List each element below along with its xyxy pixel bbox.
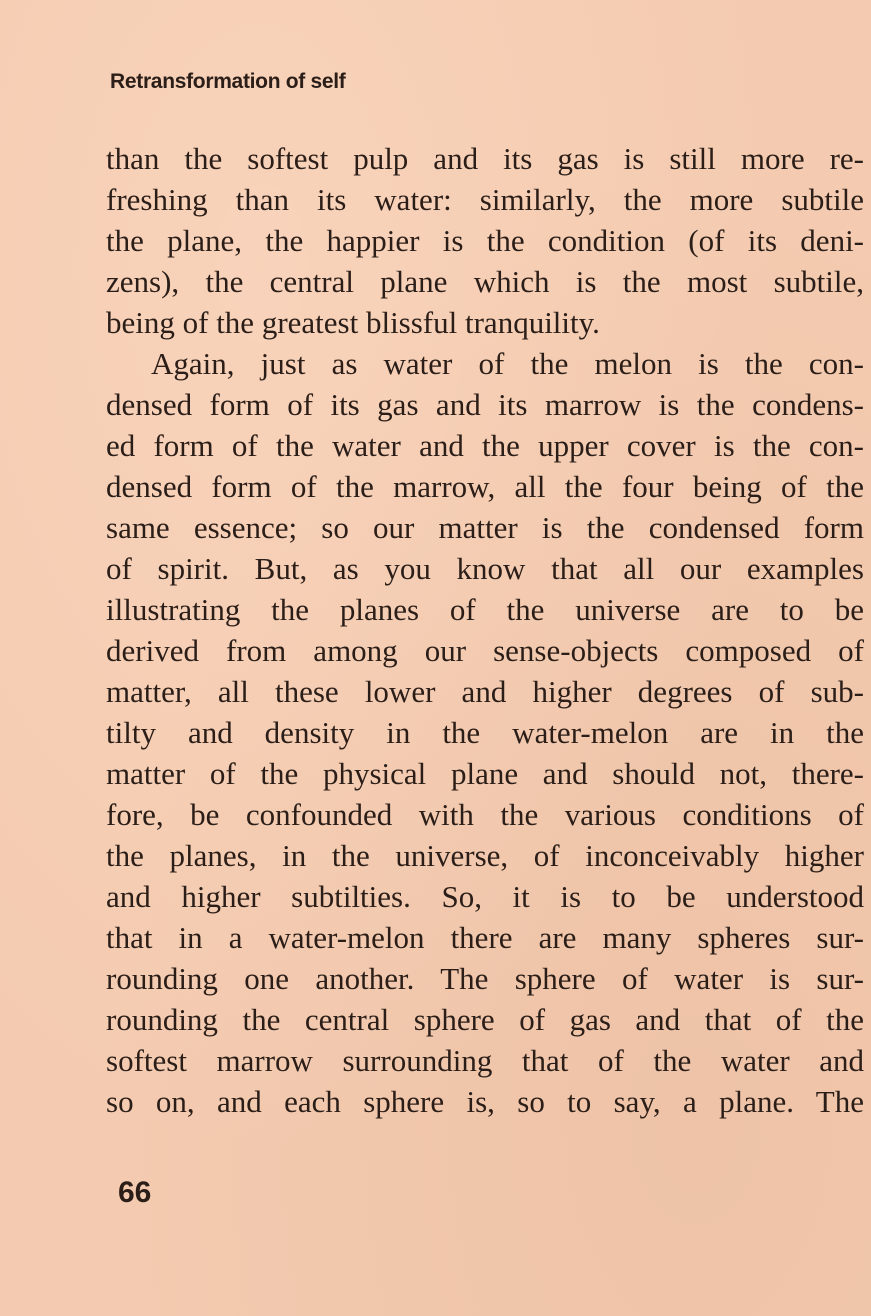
text-line: freshing than its water: similarly, the more subtile (106, 182, 864, 217)
text-line: fore, be confounded with the various conditions of (106, 797, 864, 832)
text-line: of spirit. But, as you know that all our examples (106, 551, 864, 586)
text-line: being of the greatest blissful tranquility. (106, 305, 600, 340)
page-number: 66 (118, 1176, 152, 1209)
text-line: that in a water-melon there are many spheres sur- (106, 920, 864, 955)
body-text (106, 138, 864, 1122)
text-line: ed form of the water and the upper cover is the con- (106, 428, 864, 463)
text-line: densed form of its gas and its marrow is the condens- (106, 387, 864, 422)
text-line: softest marrow surrounding that of the water and (106, 1043, 864, 1078)
text-line: rounding the central sphere of gas and that of the (106, 1002, 864, 1037)
text-line: the planes, in the universe, of inconceivably higher (106, 838, 864, 873)
text-line: densed form of the marrow, all the four being of the (106, 469, 864, 504)
text-line: matter, all these lower and higher degrees of sub- (106, 674, 864, 709)
text-line: zens), the central plane which is the most subtile, (106, 264, 864, 299)
text-line: than the softest pulp and its gas is still more re- (106, 141, 864, 176)
text-line: derived from among our sense-objects composed of (106, 633, 864, 668)
text-line: Again, just as water of the melon is the con- (151, 346, 864, 381)
running-head: Retransformation of self (110, 70, 346, 93)
text-line: tilty and density in the water-melon are in the (106, 715, 864, 750)
text-line: illustrating the planes of the universe are to be (106, 592, 864, 627)
text-line: rounding one another. The sphere of water is sur- (106, 961, 864, 996)
text-line: so on, and each sphere is, so to say, a plane. The (106, 1084, 864, 1119)
text-line: matter of the physical plane and should not, there- (106, 756, 864, 791)
text-line: and higher subtilties. So, it is to be understood (106, 879, 864, 914)
text-line: same essence; so our matter is the condensed form (106, 510, 864, 545)
text-line: the plane, the happier is the condition (of its deni- (106, 223, 864, 258)
